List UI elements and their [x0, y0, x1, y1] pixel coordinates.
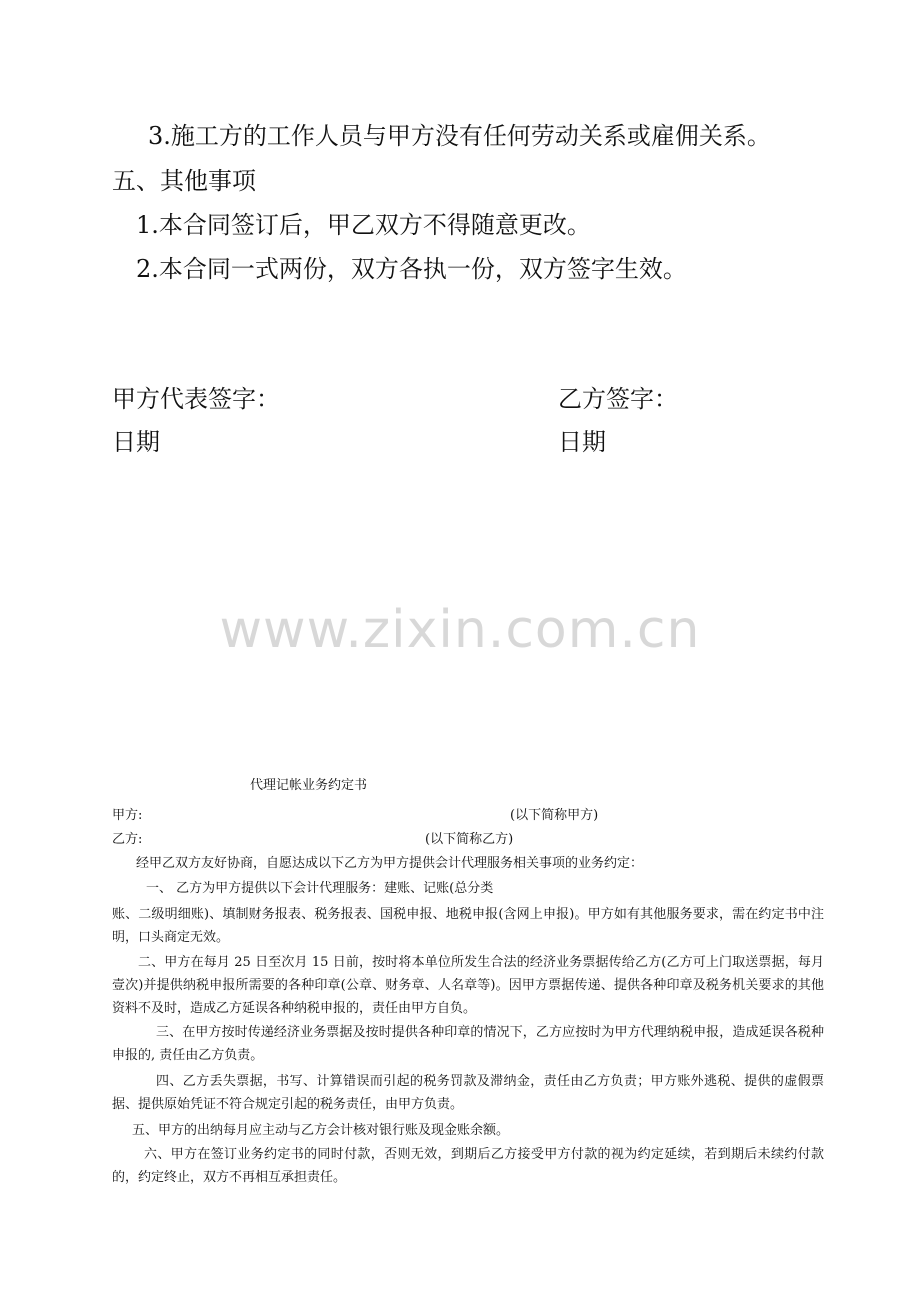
clause-1-first-line: 一、 乙方为甲方提供以下会计代理服务：建账、记账(总分类 [146, 881, 494, 896]
clause-2: 二、甲方在每月 25 日至次月 15 日前，按时将本单位所发生合法的经济业务票据传给乙方(乙方可上门取送票据，每月壹次)并提供纳税申报所需要的各种印章(公章、财务章、人名章等)。因甲方票据传递、提供各种印章及税务机关要求的其他资料不及时，造成乙方延误各种纳税申报的，责任由甲方自负。 [112, 955, 824, 1016]
party-a-label: 甲方: [112, 808, 143, 823]
clause-5: 五、甲方的出纳每月应主动与乙方会计核对银行账及现金账余额。 [132, 1123, 510, 1138]
party-a-note: (以下简称甲方) [510, 808, 599, 823]
clause-6: 六、甲方在签订业务约定书的同时付款，否则无效，到期后乙方接受甲方付款的视为约定延续，若到期后未续约付款的，约定终止，双方不再相互承担责任。 [112, 1147, 824, 1185]
section-5-heading: 五、其他事项 [112, 167, 256, 195]
item-5-1: 1.本合同签订后，甲乙双方不得随意更改。 [136, 211, 591, 239]
intro-paragraph: 经甲乙双方友好协商，自愿达成以下乙方为甲方提供会计代理服务相关事项的业务约定： [136, 856, 644, 871]
party-b-note: (以下简称乙方) [425, 832, 514, 847]
item-5-2: 2.本合同一式两份，双方各执一份，双方签字生效。 [136, 255, 687, 283]
clause-1-continued: 账、二级明细账)、填制财务报表、税务报表、国税申报、地税申报(含网上申报)。甲方如有其他服务要求，需在约定书中注明，口头商定无效。 [112, 907, 824, 945]
party-a-date-label: 日期 [112, 428, 160, 456]
party-a-signature-label: 甲方代表签字： [112, 385, 280, 413]
clause-3: 三、在甲方按时传递经济业务票据及按时提供各种印章的情况下，乙方应按时为甲方代理纳税申报，造成延误各税种申报的, 责任由乙方负责。 [112, 1025, 824, 1063]
watermark: www.zixin.com.cn [219, 600, 701, 660]
agreement-title: 代理记帐业务约定书 [250, 778, 368, 793]
party-b-date-label: 日期 [558, 428, 606, 456]
clause-4: 四、乙方丢失票据，书写、计算错误而引起的税务罚款及滞纳金，责任由乙方负责；甲方账外逃税、提供的虚假票据、提供原始凭证不符合规定引起的税务责任，由甲方负责。 [112, 1074, 824, 1112]
party-b-label: 乙方: [112, 832, 143, 847]
party-b-signature-label: 乙方签字： [558, 385, 678, 413]
item-3: 3.施工方的工作人员与甲方没有任何劳动关系或雇佣关系。 [148, 122, 771, 150]
